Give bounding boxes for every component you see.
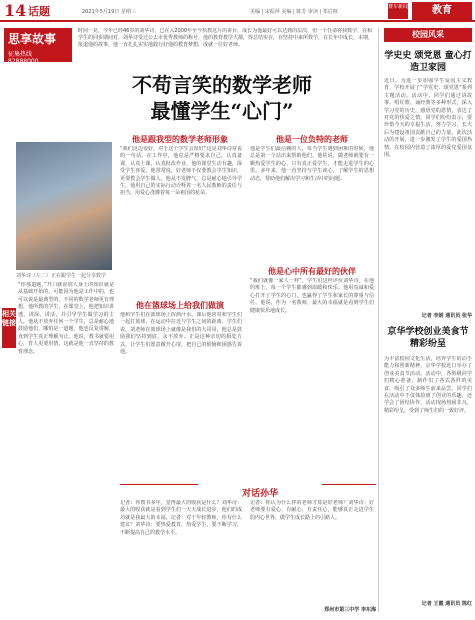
headline [72, 72, 372, 124]
channel-label: 教育 [412, 2, 472, 20]
teacher-photo [16, 142, 112, 270]
dialog-text-1: 记者：你教书多年，觉得最大的收获是什么？刘华诗：最大的收获就是看到学生们一天天成长进步，他们的成功就是我最大的幸福。记者：对于年轻教师，你有什么建议？刘华诗：要热爱教育，热爱学生，要不断学习，不断提高自己的教学水平。 [120, 500, 242, 536]
right-column-header: 校园风采 [384, 28, 472, 42]
right-article-1-byline: 记者 李娟 通讯员 张华 [421, 313, 472, 319]
section-heading-4: 他是心中所有最好的伙伴 [268, 267, 356, 276]
section-1-text: “我们这边很好，对于这个学生会很好”这是刘华诗常说的一句话。在工作中，他总是严格要求自己，认真备课，认真上课，认真批改作业，他的课堂生动有趣，深受学生喜爱。他常常说，好老师不仅要教会学生知识，更要教会学生做人。他从不发脾气，总是耐心地引导学生，他用自己的实际行动诠释着一名人民教师的责任与担当，用爱心浇灌着每一朵祖国的花朵。 [120, 146, 242, 197]
section-4-text: “我们就像一家人一样”，学生们这样评价刘华诗。在他的班上，每一个学生都感到温暖和快乐。他用真诚和爱心打开了学生的心门，也赢得了学生和家长的尊重与信任。他说，作为一名教师，最大的幸福就是看到学生们健康快乐地成长。 [250, 278, 374, 314]
section-heading-2: 他在篮球场上给我们做演 [136, 301, 224, 310]
masthead [0, 0, 475, 22]
issue-date: 2021年5月19日 星期三 [82, 9, 136, 15]
dialog-rule-right [322, 484, 376, 485]
section-heading-1: 他是跟我型的数学老师形象 [132, 135, 228, 144]
article-byline: 郑州市第三中学 李东海 [324, 607, 376, 613]
right-article-2-text: 为丰富校园文化生活，培养学生的动手能力和创新精神，京华学校近日举办了创业美食节活动。活动中，各班级同学们精心准备，制作出了各式各样的美食，吸引了众多师生前来品尝。同学们在活动中不仅体验到了创业的乐趣，还学会了团结协作，活动现场热闹非凡，精彩纷呈，受到了师生们的一致好评。 [384, 356, 472, 414]
newspaper-logo: 赛车新闻 [388, 3, 408, 19]
headline-line2: 最懂学生“心门” [150, 99, 294, 123]
section-label: 话题 [28, 5, 50, 18]
section-3-text: 他是学生们最信赖的人，每当学生遇到困难的时候，他总是第一个站出来帮助他们。他常说，做老师就要有一颗热爱学生的心，只有真正爱学生，才能走进学生的心里。多年来，他一直坚持与学生谈心，了解学生的思想动态，帮助他们解决学习和生活中的问题。 [250, 146, 374, 182]
right-article-1-text: 近日，为进一步加强学生爱国主义教育，学校开展了“学党史、颂党恩”系列主题活动。活动中，同学们通过讲故事、唱红歌、诵经典等多种形式，深入学习党的历史，感悟党的恩情，表达了对党的热爱之情。同学们纷纷表示，要珍惜今天的幸福生活，努力学习，长大后为建设祖国贡献自己的力量。此次活动的开展，进一步激发了学生的爱国热情，在校园内营造了浓厚的爱党爱国氛围。 [384, 78, 472, 159]
column-banner [4, 28, 72, 65]
right-article-1-title: 学史史 颂党恩 童心打造卫家园 [384, 51, 472, 73]
column-divider [378, 28, 379, 612]
dialog-rule-left [120, 484, 198, 485]
section-heading-3: 他是一位负特的老师 [276, 135, 348, 144]
column-title: 思享故事 [8, 32, 57, 46]
hotline-number: 82888000 [8, 58, 39, 65]
dialog-text-2: 记者：你认为什么样的老师才算是好老师？刘华诗：好老师要有爱心、有耐心、有责任心，能够真正走进学生的内心世界，做学生成长路上的引路人。 [250, 500, 374, 521]
headline-line1: 不苟言笑的数学老师 [132, 73, 312, 97]
photo-caption: 刘华诗（左二）正在跟学生一起分享数学 [16, 273, 107, 279]
intro-paragraph: 时间一晃，今年已经46岁的刘华诗，已在入2000年至今执教这片的讲台，成长为他最好可以达到的层次，但一个任命将我数学，在和学生的同步期间对，刘华诗受过公去市优秀教师的称号，他的教育教学大都，得总结实在，在坚持中来所数学，在长年中成长，本期，报道他的故事，他一直扎扎实实地践行好他的教育梦想，成就一位好老师。 [78, 28, 374, 48]
page-number: 14 [4, 1, 27, 20]
right-article-2-byline: 记者 王霞 通讯员 陈红 [421, 601, 472, 607]
section-2-text: 他和学生们在篮球场上挥洒汗水，课后他常常和学生们一起打篮球，在运动中拉近与学生之间的距离。学生们说，刘老师在篮球场上就像是我们的大哥哥，他总是鼓励我们坚持到底，永不放弃。正是这种亲切的相处方式，让学生们愿意敞开心扉，把自己的烦恼和困惑告诉他。 [120, 312, 242, 356]
dialog-heading: 对话孙华 [241, 489, 278, 499]
left-column-text: “你那道题，”开口就说别人身上的知识就是从基础开始的，可能因为他是工作中的，也可以说是最典型的，不同的数学老师更有理想，他所教的学生，在课堂上，他把知识讲透、讲深、讲活，并引导学生做学习的主人，他从不放弃任何一个学生，总是耐心地鼓励他们，哪怕是一道题，他也反复讲解，直到学生真正理解为止。他说，教书就要用心，育人更要用情，这就是他一直坚持的教育理念。 [18, 282, 114, 355]
hotline-label: 征集热线 [8, 51, 33, 58]
editor-credits: 美编 | 宋振萍 美编 | 陈芳 审读 | 郑启权 [250, 9, 338, 15]
related-links-tag: 相关链接 [2, 308, 16, 348]
right-article-2-title: 京华学校创业美食节 精彩纷呈 [387, 327, 469, 349]
